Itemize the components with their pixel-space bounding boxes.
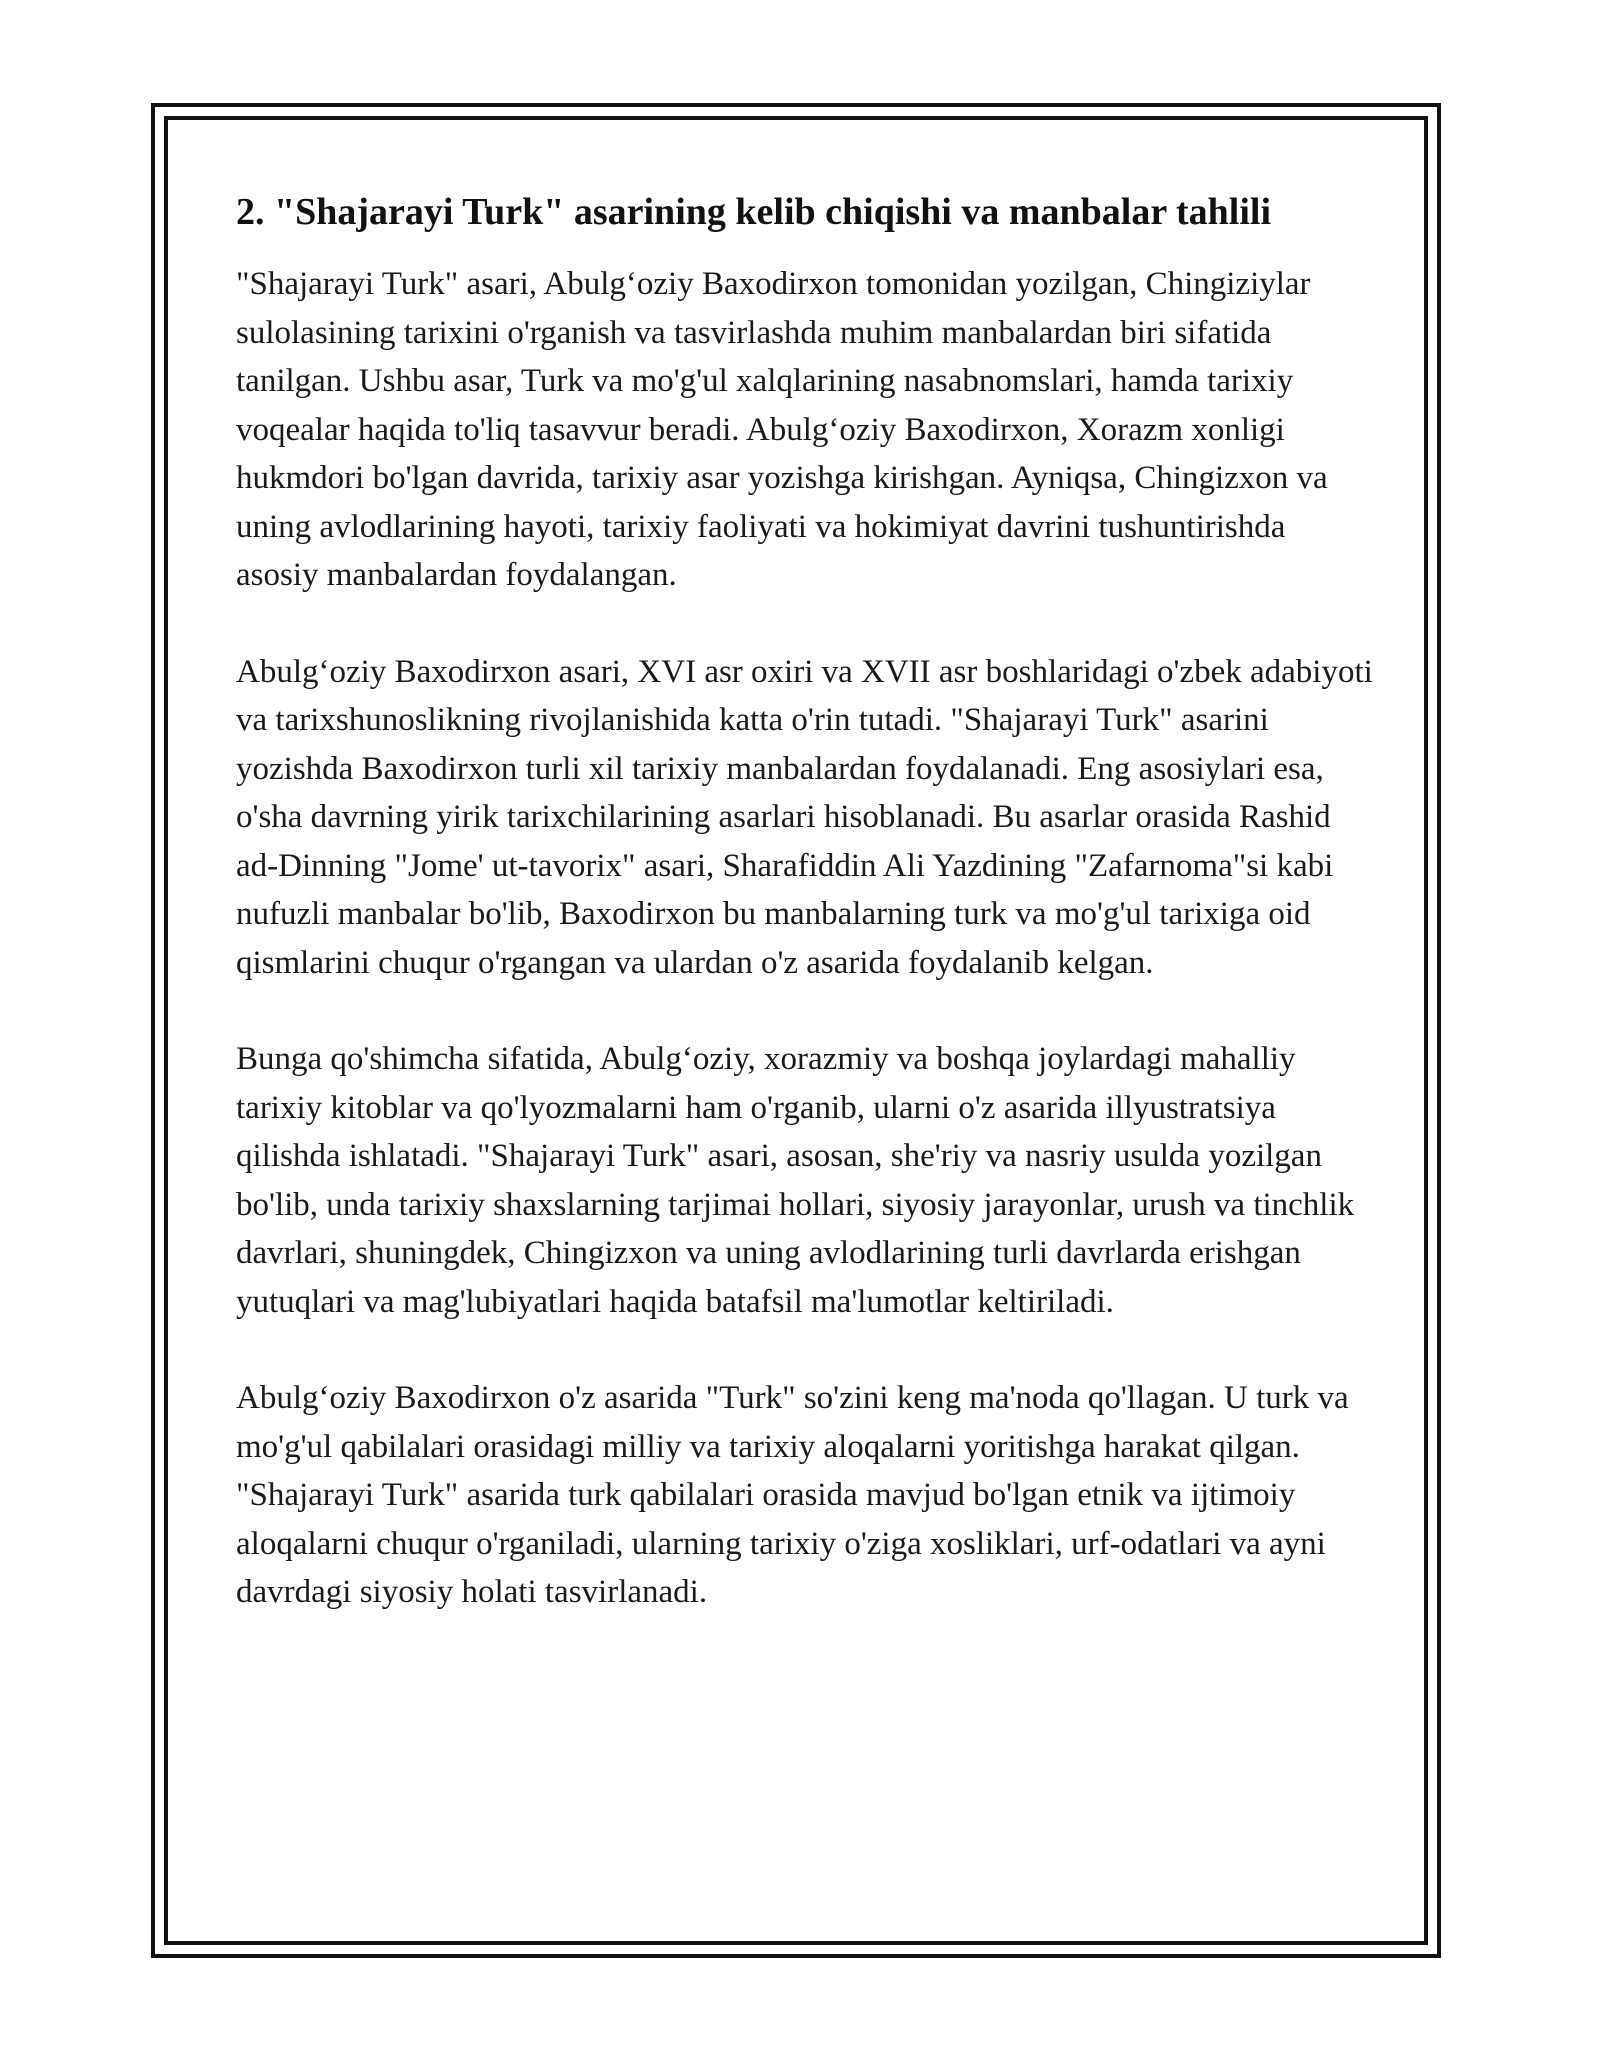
paragraph-1: "Shajarayi Turk" asari, Abulg‘oziy Baxodirxon tomonidan yozilgan, Chingiziylar sulolasining tarixini o'rganish va tasvirlashda muhim manbalardan biri sifatida tanilgan. Ushbu asar, Turk va mo'g'ul xalqlarining nasabnomslari, hamda tarixiy voqealar haqida to'liq tasavvur beradi. Abulg‘oziy Baxodirxon, Xorazm xonligi hukmdori bo'lgan davrida, tarixiy asar yozishga kirishgan. Ayniqsa, Chingizxon va uning avlodlarining hayoti, tarixiy faoliyati va hokimiyat davrini tushuntirishda asosiy manbalardan foydalangan. xyxy=(236,266,1328,593)
paragraph-4: Abulg‘oziy Baxodirxon o'z asarida "Turk" so'zini keng ma'noda qo'llagan. U turk va mo'g'ul qabilalari orasidagi milliy va tarixiy aloqalarni yoritishga harakat qilgan. "Shajarayi Turk" asarida turk qabilalari orasida mavjud bo'lgan etnik va ijtimoiy aloqalarni chuqur o'rganiladi, ularning tarixiy o'ziga xosliklari, urf-odatlari va ayni davrdagi siyosiy holati tasvirlanadi. xyxy=(236,1380,1349,1610)
document-content xyxy=(236,185,1376,1617)
paragraph-2: Abulg‘oziy Baxodirxon asari, XVI asr oxiri va XVII asr boshlaridagi o'zbek adabiyoti va tarixshunoslikning rivojlanishida katta o'rin tutadi. "Shajarayi Turk" asarini yozishda Baxodirxon turli xil tarixiy manbalardan foydalanadi. Eng asosiylari esa, o'sha davrning yirik tarixchilarining asarlari hisoblanadi. Bu asarlar orasida Rashid ad-Dinning "Jome' ut-tavorix" asari, Sharafiddin Ali Yazdining "Zafarnoma"si kabi nufuzli manbalar bo'lib, Baxodirxon bu manbalarning turk va mo'g'ul tarixiga oid qismlarini chuqur o'rgangan va ulardan o'z asarida foydalanib kelgan. xyxy=(236,653,1373,981)
paragraph-3: Bunga qo'shimcha sifatida, Abulg‘oziy, xorazmiy va boshqa joylardagi mahalliy tarixiy kitoblar va qo'lyozmalarni ham o'rganib, ularni o'z asarida illyustratsiya qilishda ishlatadi. "Shajarayi Turk" asari, asosan, she'riy va nasriy usulda yozilgan bo'lib, unda tarixiy shaxslarning tarjimai hollari, siyosiy jarayonlar, urush va tinchlik davrlari, shuningdek, Chingizxon va uning avlodlarining turli davrlarda erishgan yutuqlari va mag'lubiyatlari haqida batafsil ma'lumotlar keltiriladi. xyxy=(236,1041,1355,1320)
section-heading: 2. "Shajarayi Turk" asarining kelib chiqishi va manbalar tahlili xyxy=(236,191,1272,233)
